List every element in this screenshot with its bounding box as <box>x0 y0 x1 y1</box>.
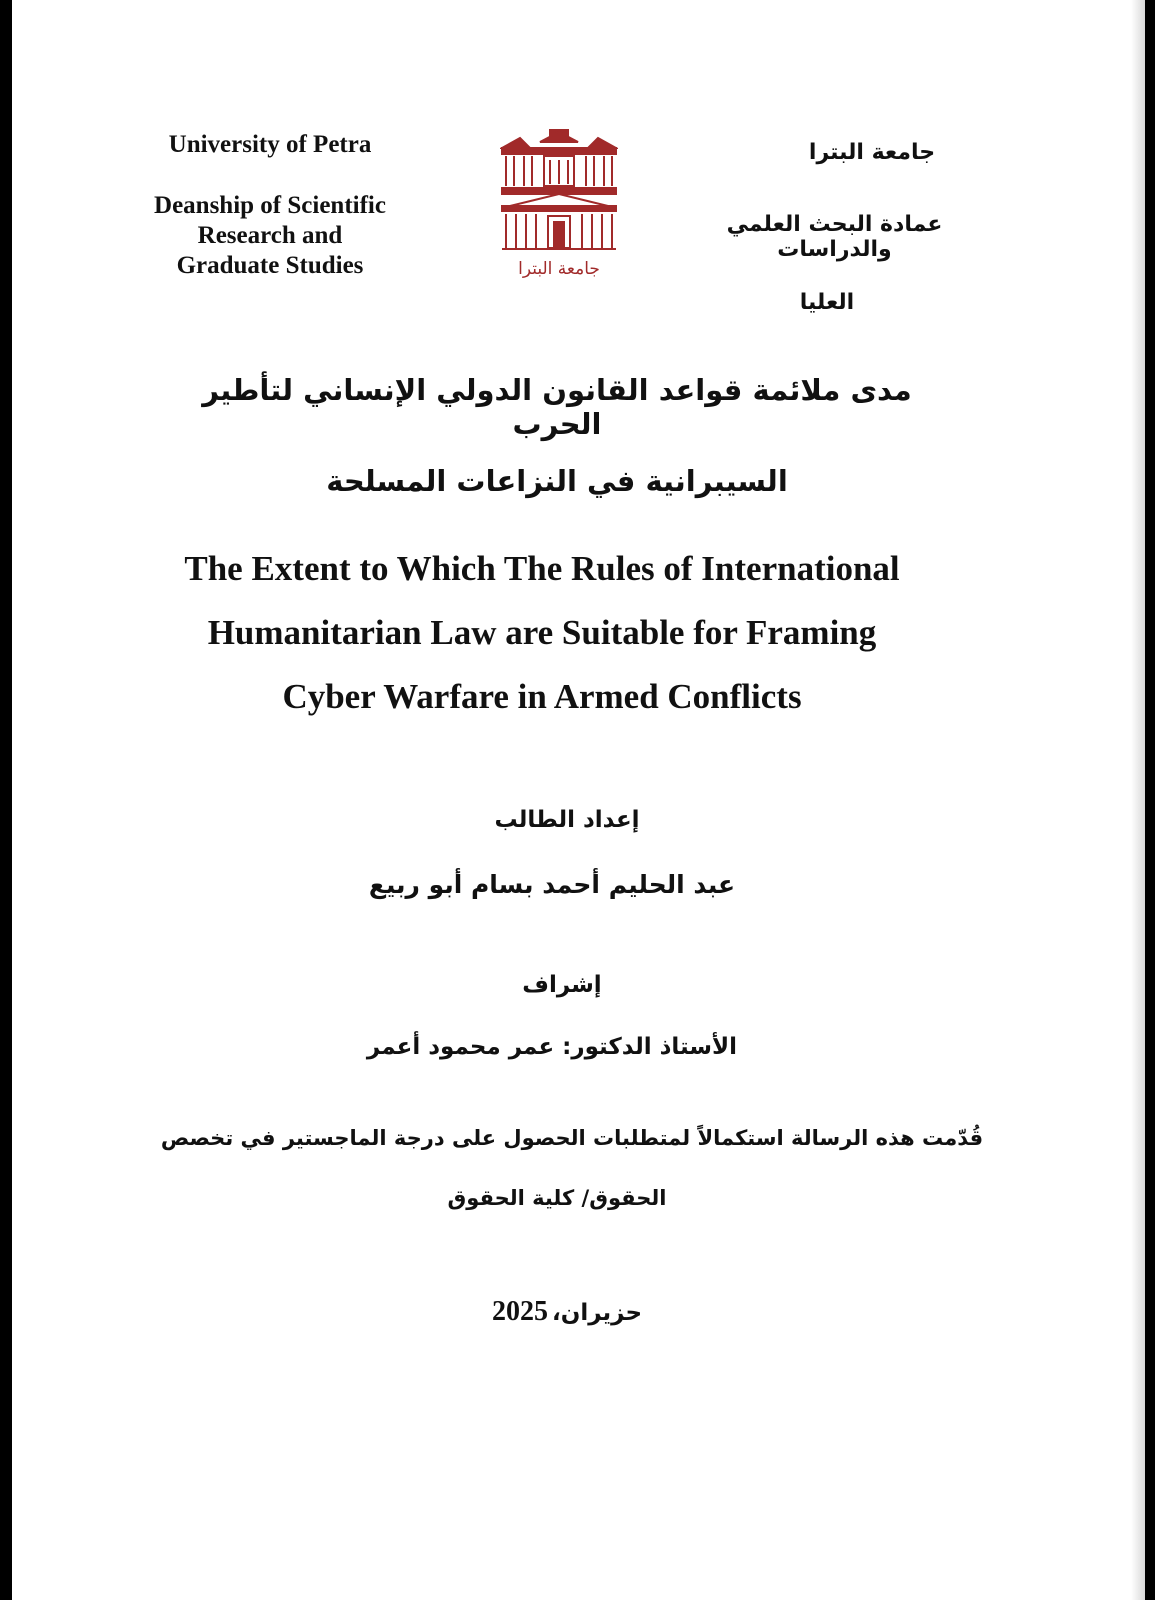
en-deanship-line-3: Graduate Studies <box>176 252 364 279</box>
student-name: عبد الحليم أحمد بسام أبو ربيع <box>368 870 736 899</box>
document-page <box>12 0 1145 1600</box>
ar-title-line-2: السيبرانية في النزاعات المسلحة <box>326 464 788 498</box>
ar-university-name: جامعة البترا <box>808 140 936 165</box>
en-deanship-line-2: Research and <box>197 222 343 249</box>
date-year: 2025 <box>491 1296 548 1327</box>
ar-deanship-line-1: عمادة البحث العلمي والدراسات <box>726 212 943 262</box>
submission-line-2: الحقوق/ كلية الحقوق <box>447 1186 667 1210</box>
submission-date <box>442 1296 692 1328</box>
en-deanship-line-1: Deanship of Scientific <box>154 192 386 219</box>
student-label: إعداد الطالب <box>494 807 640 833</box>
submission-line-1: قُدّمت هذه الرسالة استكمالاً لمتطلبات الحصول على درجة الماجستير في تخصص <box>160 1126 984 1150</box>
university-logo <box>500 128 618 283</box>
petra-treasury-icon <box>500 128 618 283</box>
ar-title-line-1: مدى ملائمة قواعد القانون الدولي الإنساني لتأطير الحرب <box>202 373 912 441</box>
date-month: حزيران، <box>551 1300 643 1326</box>
en-title-line-3: Cyber Warfare in Armed Conflicts <box>282 677 802 716</box>
en-title-line-2: Humanitarian Law are Suitable for Framing <box>207 613 877 652</box>
ar-deanship-line-2: العليا <box>799 290 855 315</box>
en-title-line-1: The Extent to Which The Rules of International <box>184 549 900 588</box>
en-university-name: University of Petra <box>168 131 372 158</box>
supervisor-name: الأستاذ الدكتور: عمر محمود أعمر <box>366 1034 738 1060</box>
supervision-label: إشراف <box>522 972 602 998</box>
logo-caption: جامعة البترا <box>518 259 600 279</box>
page-edge-shadow <box>1131 0 1145 1600</box>
